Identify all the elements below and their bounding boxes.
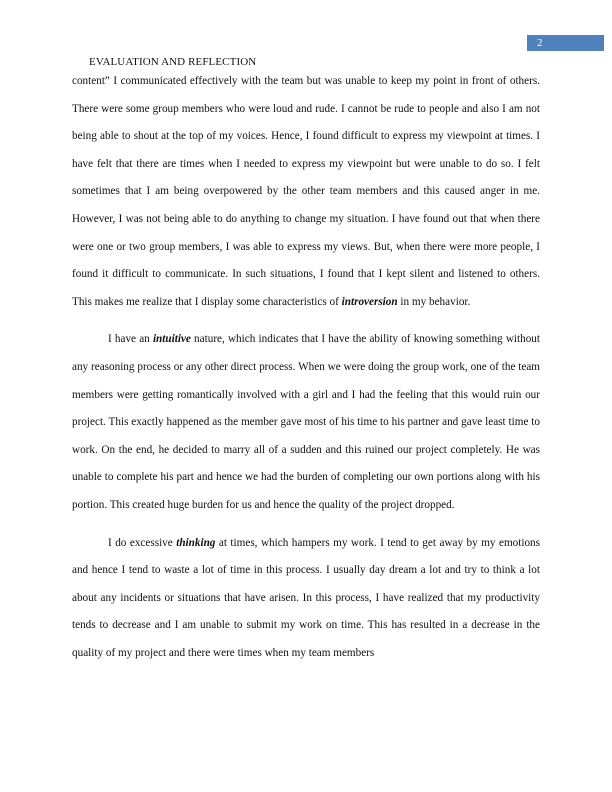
- term-intuitive: intuitive: [152, 333, 191, 346]
- paragraph-3: [72, 530, 540, 668]
- document-body: [72, 68, 540, 667]
- paragraph-1: [72, 68, 540, 316]
- paragraph-1-text: content” I communicated effectively with the team but was unable to keep my point in front of others. There were some group members who were loud and rude. I cannot be rude to people and also I am not being able to shout at the top of my voices. Hence, I found difficult to express my viewpoint at times. I have felt that there are times when I needed to express my viewpoint but were unable to do so. I felt sometimes that I am being overpowered by the other team members and this caused anger in me. However, I was not being able to do anything to change my situation. I have found out that when there were one or two group members, I was able to express my views. But, when there were more people, I found it difficult to communicate. In such situations, I found that I kept silent and listened to others. This makes me realize that I display some characteristics of: [72, 75, 540, 308]
- running-head: EVALUATION AND REFLECTION: [89, 56, 257, 68]
- term-introversion: introversion: [341, 295, 398, 308]
- paragraph-3-text: at times, which hampers my work. I tend to get away by my emotions and hence I tend to waste a lot of time in this process. I usually day dream a lot and try to think a lot about any incidents or situations that have arisen. In this process, I have realized that my productivity tends to decrease and I am unable to submit my work on time. This has resulted in a decrease in the quality of my project and there were times when my team members: [72, 536, 540, 659]
- page-number: 2: [537, 37, 543, 49]
- paragraph-3-lead: I do excessive: [108, 536, 177, 549]
- page-number-badge: [527, 35, 604, 51]
- paragraph-2-lead: I have an: [108, 333, 153, 346]
- paragraph-2: [72, 326, 540, 519]
- paragraph-1-tail: in my behavior.: [397, 295, 471, 308]
- term-thinking: thinking: [176, 536, 216, 549]
- paragraph-2-text: nature, which indicates that I have the ability of knowing something without any reasoning process or any other direct process. When we were doing the group work, one of the team members were getting romantically involved with a girl and I had the feeling that this would ruin our project. This exactly happened as the member gave most of his time to his partner and gave least time to work. On the end, he decided to marry all of a sudden and this ruined our project completely. He was unable to complete his part and hence we had the burden of completing our own portions along with his portion. This created huge burden for us and hence the quality of the project dropped.: [72, 333, 541, 511]
